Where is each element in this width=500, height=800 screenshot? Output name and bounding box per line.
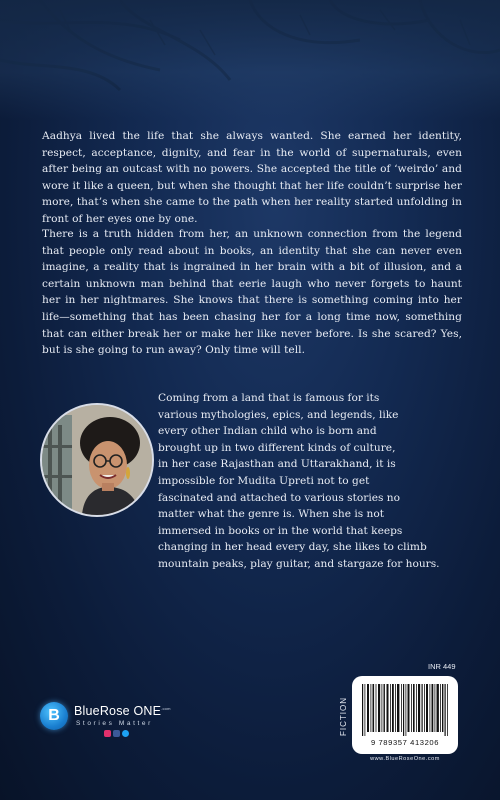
author-bio <box>158 390 458 573</box>
author-bio-line: fascinated and attached to various stories no <box>158 491 400 504</box>
blurb-paragraph-2: There is a truth hidden from her, an unknown connection from the legend that people only read about in books, an identity that she can never even imagine, a reality that is ingrained in her brain with a bit of illusion, and a certain unknown man behind that eerie laugh who never forgets to haunt her in her nightmares. She knows that there is something coming into her life—something that has been chasing her for a long time now, something that can either break her or make her like never before. Is she scared? Yes, but is she going to run away? Only time will tell. <box>42 228 462 357</box>
author-bio-line: changing in her head every day, she likes to climb <box>158 541 427 554</box>
author-photo <box>40 403 154 517</box>
author-bio-line: various mythologies, epics, and legends, like <box>158 408 399 421</box>
blurb-paragraph-1: Aadhya lived the life that she always wanted. She earned her identity, respect, acceptance, dignity, and fear in the world of supernaturals, even after being an outcast with no powers. She accepted the title of ‘weirdo’ and wore it like a queen, but when she thought that her life couldn’t surprise her more, that’s when she came to the path when her reality started unfolding in front of her eyes one by one. <box>42 130 462 225</box>
publisher-name-text: BlueRose ONE <box>74 704 162 718</box>
isbn-number: 9 789357 413206 <box>370 738 440 747</box>
author-bio-line: matter what the genre is. When she is not <box>158 508 384 521</box>
twitter-icon <box>122 730 129 737</box>
publisher-tagline: Stories Matter <box>76 720 153 727</box>
instagram-icon <box>104 730 111 737</box>
mist-overlay <box>0 0 500 120</box>
price-label: INR 449 <box>428 662 456 671</box>
genre-label: FICTION <box>339 697 348 736</box>
author-bio-line: every other Indian child who is born and <box>158 425 377 438</box>
author-bio-line: impossible for Mudita Upreti not to get <box>158 474 370 487</box>
author-bio-line: brought up in two different kinds of culture, <box>158 441 396 454</box>
author-bio-line: Coming from a land that is famous for its <box>158 392 380 404</box>
barcode-icon <box>360 684 450 736</box>
publisher-name <box>74 704 171 718</box>
author-portrait-image <box>42 405 152 515</box>
publisher-registered-mark: .com <box>161 705 171 711</box>
publisher-logo-letter: B <box>48 707 60 724</box>
author-bio-line: immersed in books or in the world that keeps <box>158 524 403 537</box>
publisher-url: www.BlueRoseOne.com <box>370 756 440 762</box>
author-bio-line: mountain peaks, play guitar, and stargaze for hours. <box>158 557 440 570</box>
author-bio-line: in her case Rajasthan and Uttarakhand, it is <box>158 458 396 471</box>
social-icons <box>104 730 129 737</box>
barcode-panel <box>352 676 458 754</box>
facebook-icon <box>113 730 120 737</box>
publisher-logo-icon <box>40 702 68 730</box>
